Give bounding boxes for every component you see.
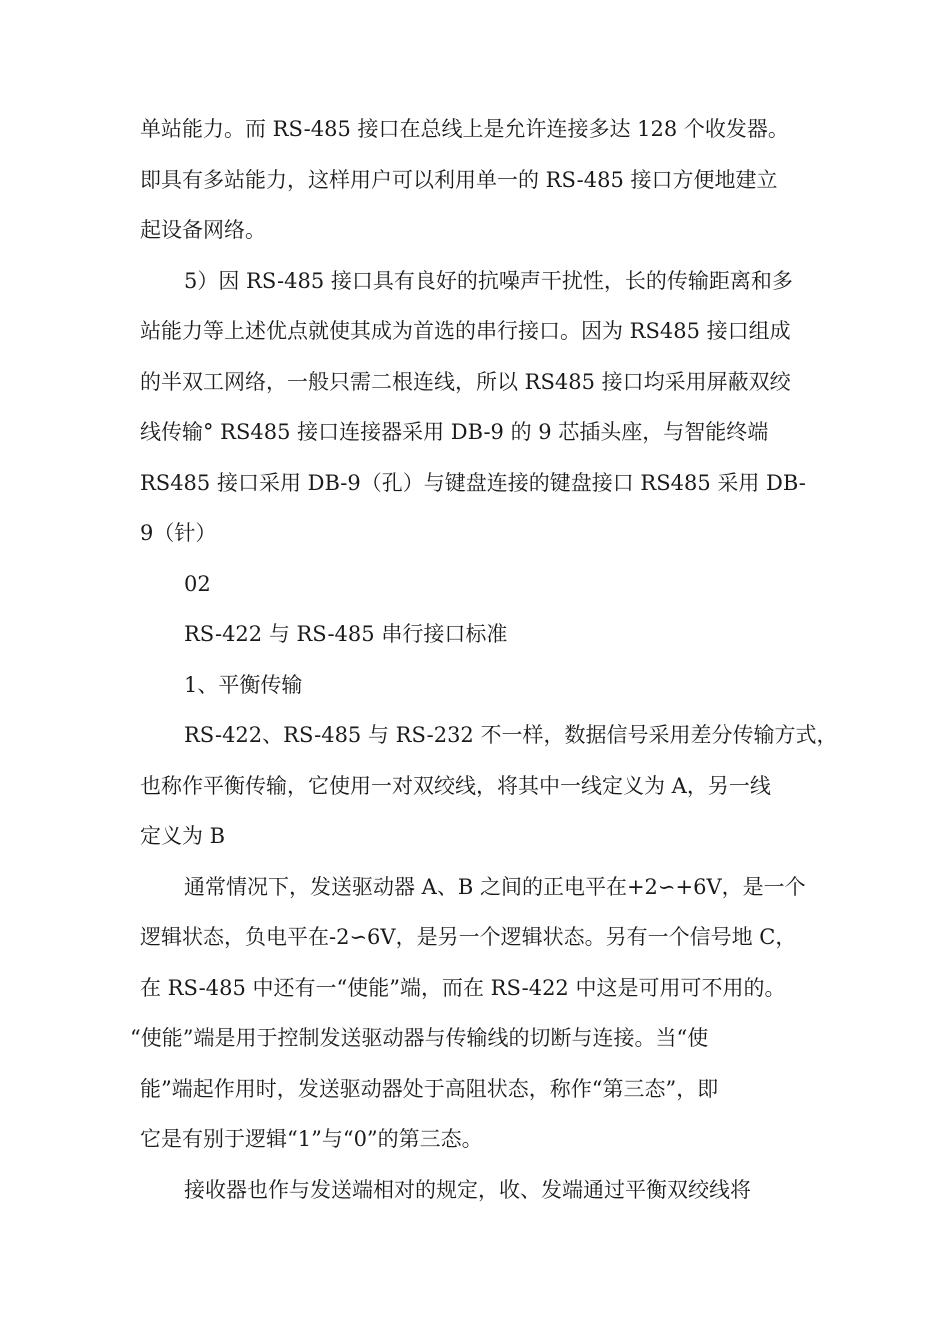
- text-line: RS485 接口采用 DB-9（孔）与键盘连接的键盘接口 RS485 采用 DB-: [140, 470, 806, 495]
- text-line: “使能”端是用于控制发送驱动器与传输线的切断与连接。当“使: [130, 1026, 709, 1050]
- text-line: 站能力等上述优点就使其成为首选的串行接口。因为 RS485 接口组成: [140, 319, 791, 343]
- text-line: 5）因 RS-485 接口具有良好的抗噪声干扰性，长的传输距离和多: [184, 268, 793, 293]
- text-line: 9（针）: [140, 521, 217, 545]
- text-line: 起设备网络。: [140, 218, 266, 242]
- text-line: 定义为 B: [140, 824, 226, 848]
- text-line: 它是有别于逻辑“1”与“0”的第三态。: [140, 1127, 483, 1151]
- text-line: 也称作平衡传输，它使用一对双绞线，将其中一线定义为 A，另一线: [140, 773, 771, 798]
- text-line: 接收器也作与发送端相对的规定，收、发端通过平衡双绞线将: [184, 1177, 751, 1202]
- section-number: 02: [184, 571, 211, 596]
- document-body: [130, 104, 838, 1215]
- text-line: 即具有多站能力，这样用户可以利用单一的 RS-485 接口方便地建立: [140, 167, 778, 192]
- text-line: 逻辑状态，负电平在-2∽6V，是另一个逻辑状态。另有一个信号地 C，: [140, 925, 797, 949]
- text-line: 能”端起作用时，发送驱动器处于高阻状态，称作“第三态”，即: [140, 1076, 719, 1101]
- text-line: 线传输° RS485 接口连接器采用 DB-9 的 9 芯插头座，与智能终端: [140, 420, 769, 444]
- section-heading: RS-422 与 RS-485 串行接口标准: [184, 622, 508, 646]
- text-line: 单站能力。而 RS-485 接口在总线上是允许连接多达 128 个收发器。: [140, 117, 789, 141]
- text-line: 在 RS-485 中还有一“使能”端，而在 RS-422 中这是可用可不用的。: [140, 975, 786, 1000]
- subsection-heading: 1、平衡传输: [184, 672, 303, 697]
- text-line: 通常情况下，发送驱动器 A、B 之间的正电平在+2∽+6V，是一个: [184, 874, 806, 899]
- text-line: 的半双工网络，一般只需二根连线，所以 RS485 接口均采用屏蔽双绞: [140, 369, 791, 394]
- text-line: RS-422、RS-485 与 RS-232 不一样，数据信号采用差分传输方式，: [184, 723, 838, 747]
